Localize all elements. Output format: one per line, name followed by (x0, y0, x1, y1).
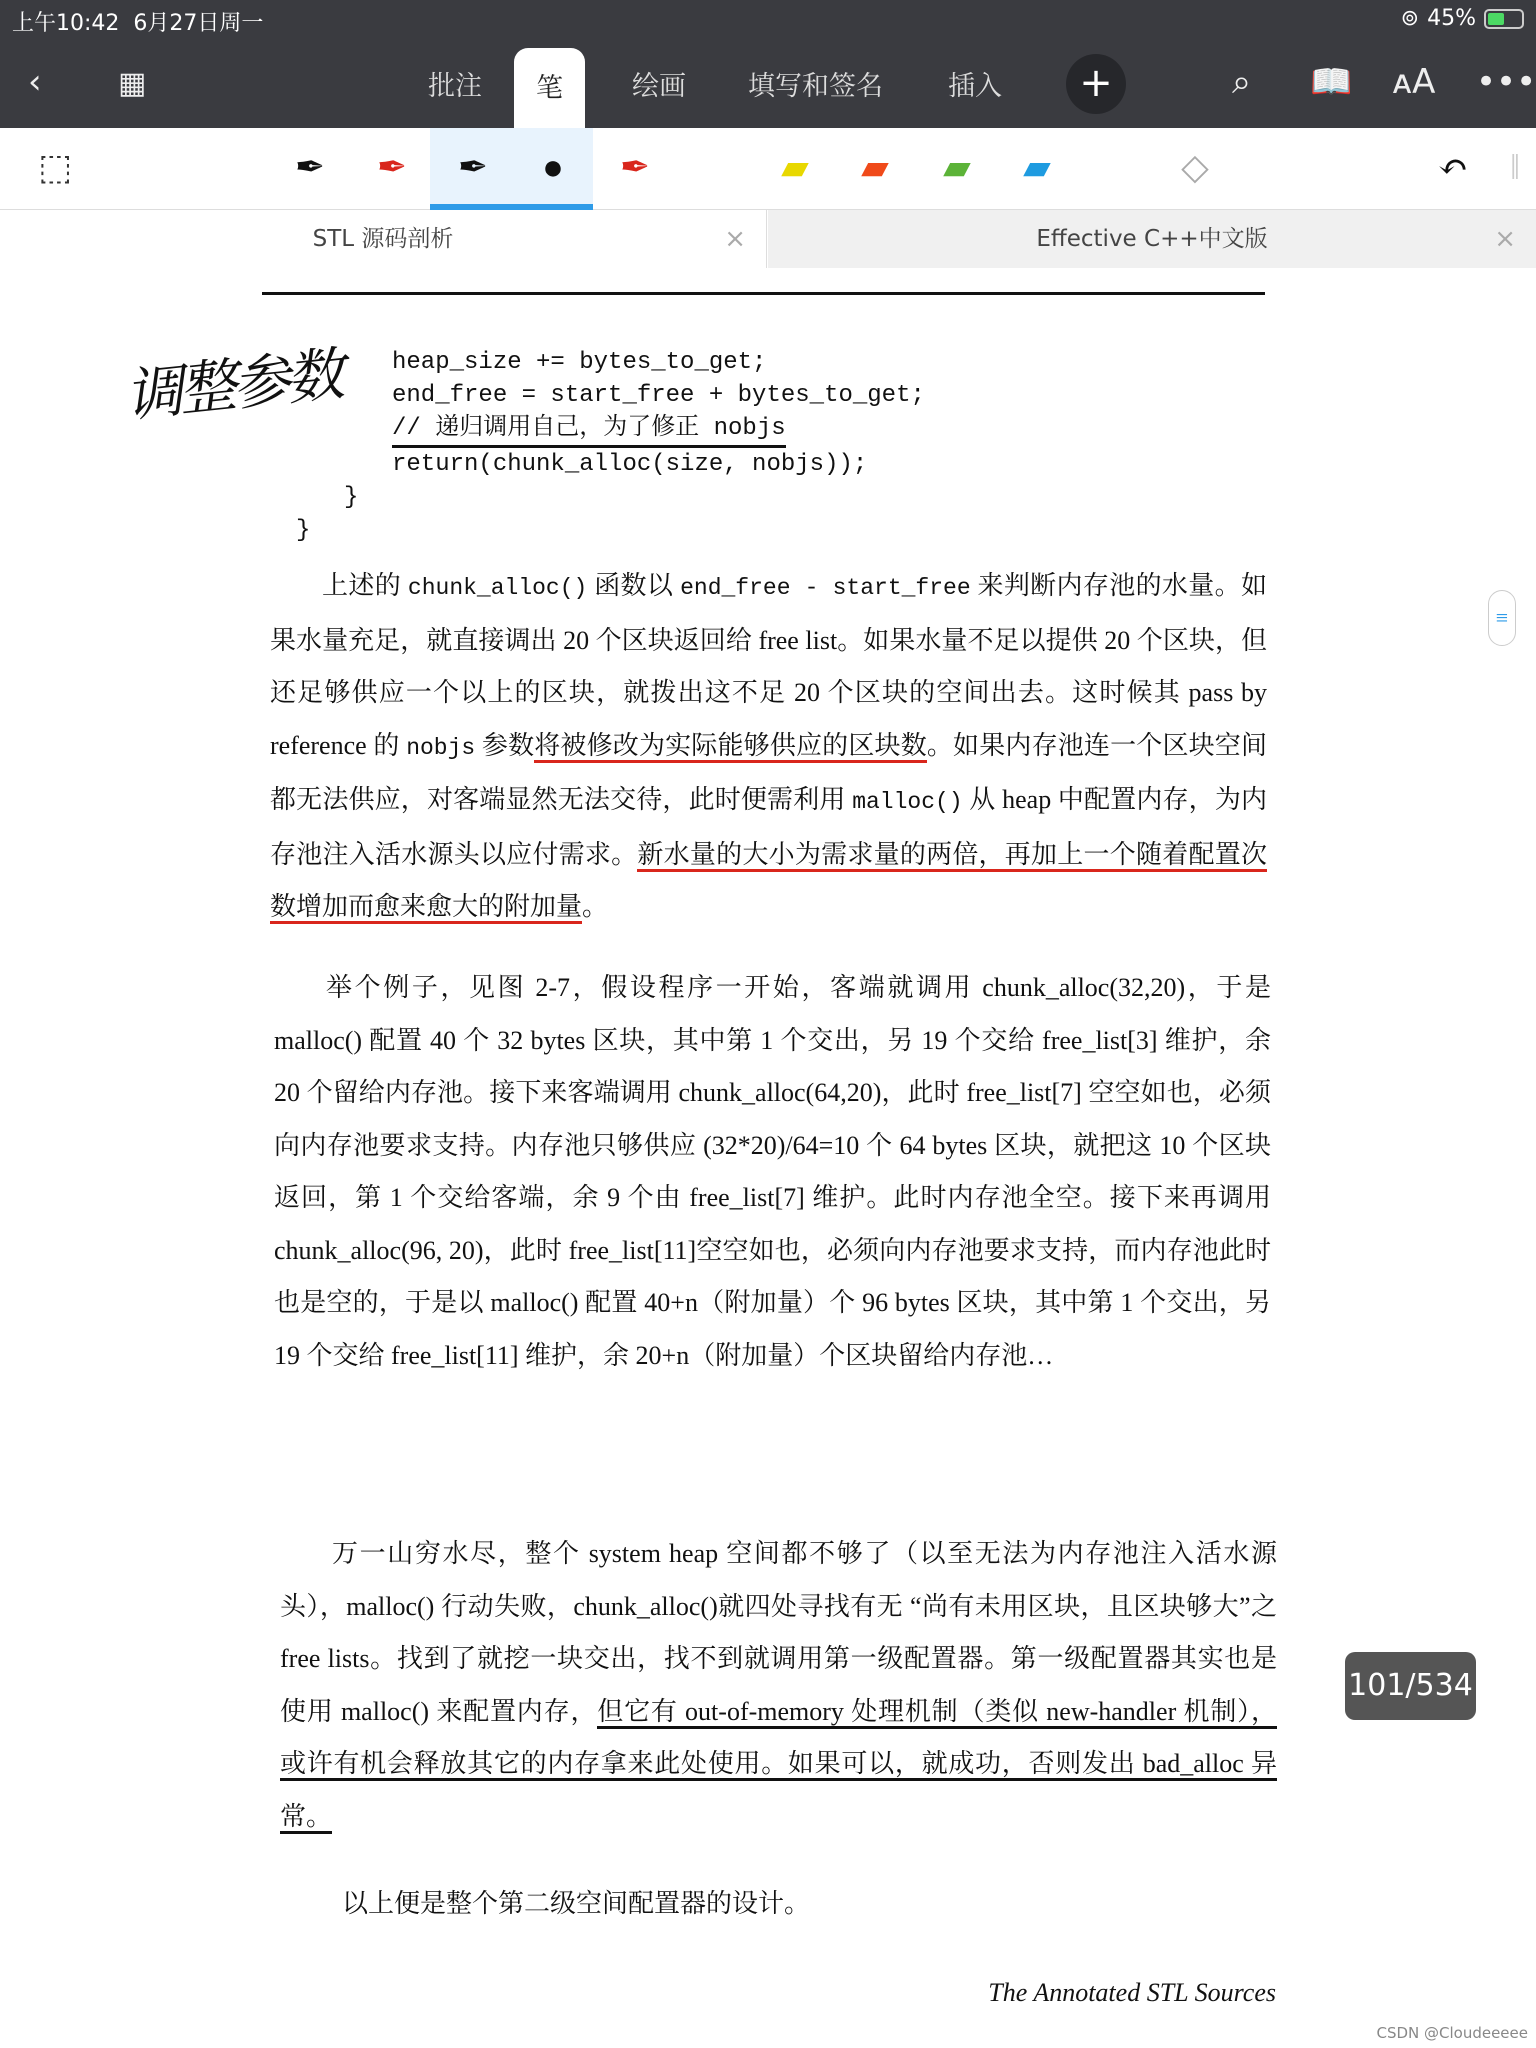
outline-toggle-icon[interactable]: ≡ (1488, 590, 1516, 646)
tab-draw[interactable]: 绘画 (632, 71, 686, 102)
highlighter-yellow-icon[interactable]: ▰ (781, 147, 809, 187)
pen-black-selected-icon[interactable]: ✒ (457, 147, 489, 187)
doc-tab-stl[interactable]: STL 源码剖析 × (0, 210, 767, 268)
pen-red-2-icon[interactable]: ✒ (619, 147, 651, 187)
page-indicator: 101/534 (1345, 1652, 1476, 1720)
add-button[interactable]: + (1066, 54, 1126, 114)
text-size-icon[interactable]: ᴀA (1392, 62, 1436, 102)
lasso-select-icon[interactable]: ⬚ (37, 147, 72, 187)
page-footer: The Annotated STL Sources (988, 1978, 1276, 2007)
pen-toolbar (0, 128, 1536, 210)
highlighter-blue-icon[interactable]: ▰ (1023, 147, 1051, 187)
paragraph-3: 万一山穷水尽，整个 system heap 空间都不够了（以至无法为内存池注入活水源头），malloc() 行动失败，chunk_alloc()就四处寻找有无 “尚有未用区块，且区块够大”之 free lists。找到了就挖一块交出，找不到就调用第一级配置器。第一级配置器其实也是使用 malloc() 来配置内存，但它有 out-of-memory 处理机制（类似 new-handler 机制），或许有机会释放其它的内存拿来此处使用。如果可以，就成功，否则发出 bad_alloc 异常。 (280, 1528, 1277, 1843)
undo-icon[interactable]: ↶ (1437, 147, 1469, 187)
nav-bar (0, 48, 1536, 128)
tab-annotate[interactable]: 批注 (428, 71, 482, 102)
battery-icon (1484, 9, 1524, 29)
search-icon[interactable]: ⌕ (1232, 62, 1252, 102)
paragraph-4: 以上便是整个第二级空间配置器的设计。 (342, 1889, 811, 1918)
doc-tab-effective-cpp[interactable]: Effective C++中文版 × (768, 210, 1536, 268)
battery-percent: 45% (1427, 6, 1476, 31)
eraser-icon[interactable]: ◇ (1181, 147, 1209, 187)
status-right (1401, 6, 1524, 31)
pen-red-icon[interactable]: ✒ (376, 147, 408, 187)
paragraph-1: 上述的 chunk_alloc() 函数以 end_free - start_free 来判断内存池的水量。如果水量充足，就直接调出 20 个区块返回给 free list。如果水量不足以提供 20 个区块，但还足够供应一个以上的区块，就拨出这不足 20 个区块的空间出去。这时候其 pass by reference 的 nobjs 参数将被修改为实际能够供应的区块数。如果内存池连一个区块空间都无法供应，对客端显然无法交待，此时便需利用 malloc() 从 heap 中配置内存，为内存池注入活水源头以应付需求。新水量的大小为需求量的两倍，再加上一个随着配置次数增加而愈来愈大的附加量。 (270, 560, 1267, 934)
status-time: 上午10:42 6月27日周一 (12, 11, 264, 36)
pdf-page (0, 268, 1536, 2048)
link-icon: ⊚ (1400, 6, 1420, 31)
back-icon[interactable]: ‹ (28, 62, 42, 102)
close-icon[interactable]: × (1494, 224, 1516, 254)
watermark: CSDN @Cloudeeeee (1376, 2024, 1528, 2042)
more-icon[interactable]: ••• (1476, 62, 1536, 102)
tab-insert[interactable]: 插入 (948, 71, 1002, 102)
document-tabs (0, 210, 1536, 268)
toolbar-handle-icon[interactable]: ‖ (1509, 147, 1521, 187)
grid-icon[interactable]: ▦ (118, 66, 147, 101)
color-black-icon[interactable]: ● (542, 147, 564, 187)
close-icon[interactable]: × (724, 224, 746, 254)
book-icon[interactable]: 📖 (1310, 62, 1353, 102)
handwritten-note: 调整参数 (121, 339, 344, 431)
tab-fill-sign[interactable]: 填写和签名 (748, 71, 883, 102)
header-rule (262, 292, 1265, 295)
tab-pen[interactable]: 笔 (514, 48, 585, 130)
pen-black-icon[interactable]: ✒ (294, 147, 326, 187)
highlighter-green-icon[interactable]: ▰ (943, 147, 971, 187)
highlighter-orange-icon[interactable]: ▰ (861, 147, 889, 187)
code-block: heap_size += bytes_to_get; end_free = start_free + bytes_to_get; // 递归调用自己，为了修正 nobjs return(chunk_alloc(size, nobjs)); } } (296, 349, 925, 544)
paragraph-2: 举个例子，见图 2-7，假设程序一开始，客端就调用 chunk_alloc(32,20)，于是 malloc() 配置 40 个 32 bytes 区块，其中第 1 个交出，另 19 个交给 free_list[3] 维护，余 20 个留给内存池。接下来客端调用 chunk_alloc(64,20)，此时 free_list[7] 空空如也，必须向内存池要求支持。内存池只够供应 (32*20)/64=10 个 64 bytes 区块，就把这 10 个区块返回，第 1 个交给客端，余 9 个由 free_list[7] 维护。此时内存池全空。接下来再调用 chunk_alloc(96, 20)，此时 free_list[11]空空如也，必须向内存池要求支持，而内存池此时也是空的，于是以 malloc() 配置 40+n（附加量）个 96 bytes 区块，其中第 1 个交出，另 19 个交给 free_list[11] 维护，余 20+n（附加量）个区块留给内存池… (274, 973, 1271, 1370)
top-bar (0, 0, 1536, 128)
